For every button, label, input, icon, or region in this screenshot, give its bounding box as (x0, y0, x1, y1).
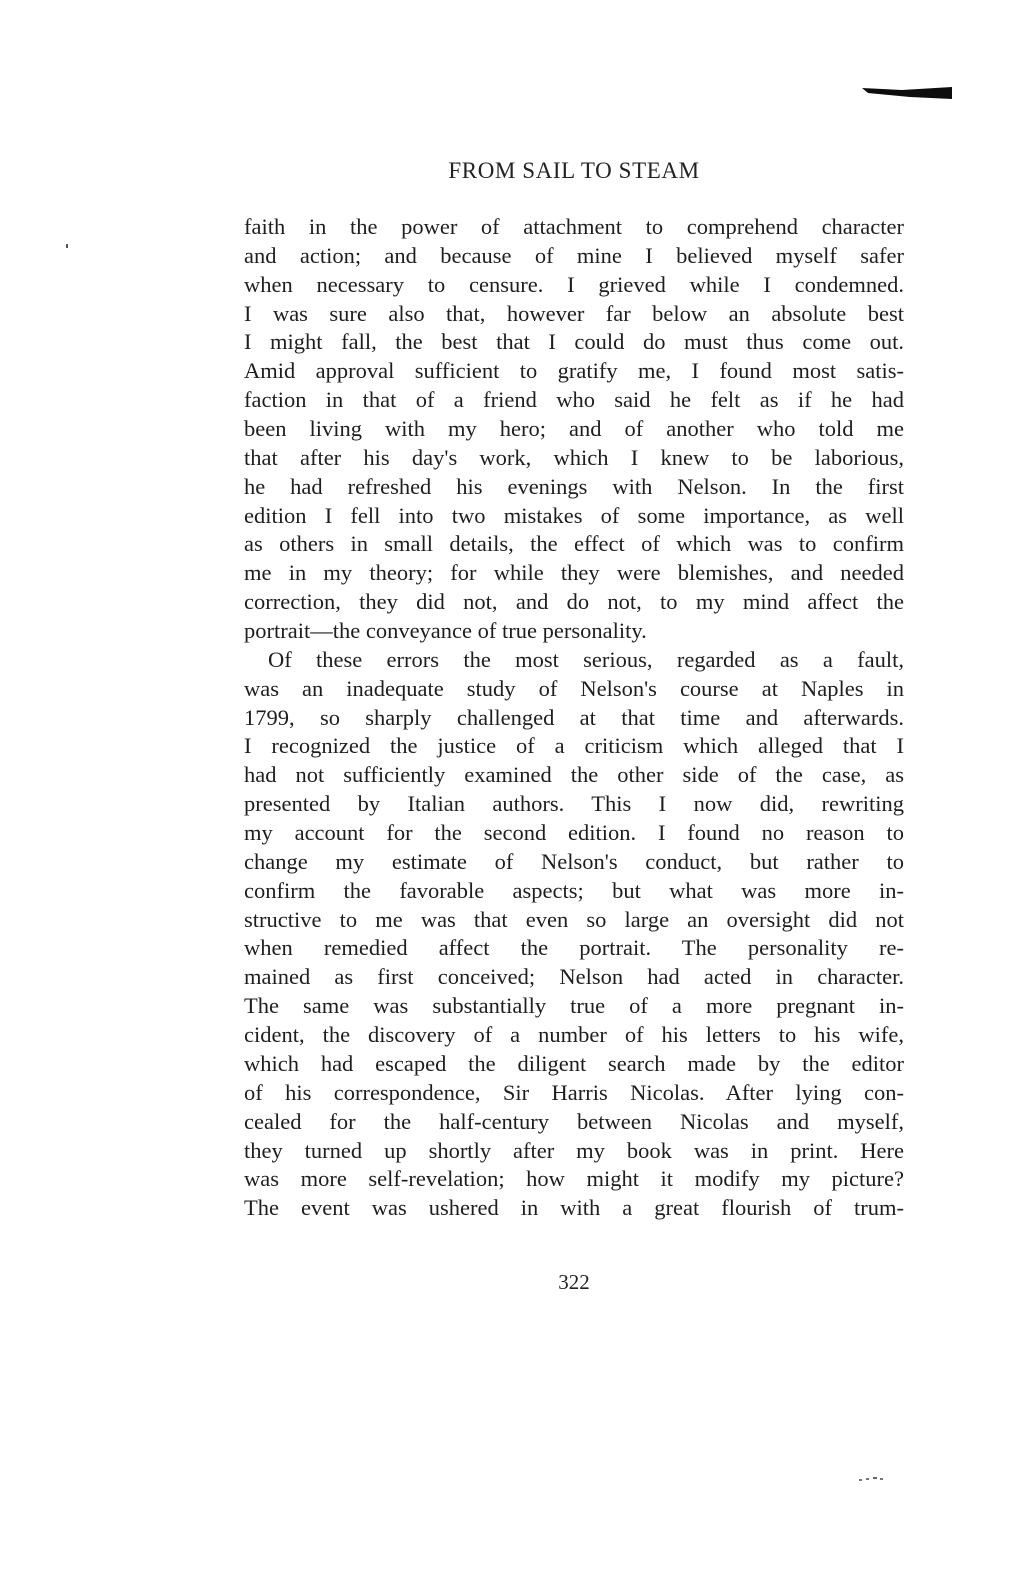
text-line: 1799, so sharply challenged at that time and afterwards. (244, 704, 904, 730)
text-line: cealed for the half-century between Nicolas and myself, (244, 1108, 904, 1134)
text-line: portrait—the conveyance of true personality. (244, 618, 647, 644)
text-line: faction in that of a friend who said he felt as if he had (244, 387, 904, 413)
scan-edge-mark (862, 84, 952, 100)
text-line: of his correspondence, Sir Harris Nicolas. After lying con- (244, 1079, 904, 1105)
text-line: my account for the second edition. I found no reason to (244, 820, 904, 846)
text-line: I was sure also that, however far below an absolute best (244, 300, 904, 326)
text-line: when remedied affect the portrait. The personality re- (244, 935, 904, 961)
body-text (244, 213, 904, 1223)
text-line: me in my theory; for while they were blemishes, and needed (244, 560, 904, 586)
text-line: change my estimate of Nelson's conduct, but rather to (244, 848, 904, 874)
text-line: as others in small details, the effect of which was to confirm (244, 531, 904, 557)
text-line: The same was substantially true of a more pregnant in- (244, 993, 904, 1019)
text-line: cident, the discovery of a number of his letters to his wife, (244, 1022, 904, 1048)
text-line: Amid approval sufficient to gratify me, I found most satis- (244, 358, 904, 384)
text-line: Of these errors the most serious, regarded as a fault, (268, 646, 904, 672)
text-line: was more self-revelation; how might it modify my picture? (244, 1166, 904, 1192)
text-line: and action; and because of mine I believed myself safer (244, 242, 904, 268)
page-number: 322 (558, 1270, 590, 1294)
text-line: they turned up shortly after my book was in print. Here (244, 1137, 904, 1163)
text-line: which had escaped the diligent search made by the editor (244, 1050, 904, 1076)
page-header: FROM SAIL TO STEAM (448, 158, 700, 183)
text-line: edition I fell into two mistakes of some importance, as well (244, 502, 904, 528)
text-line: had not sufficiently examined the other side of the case, as (244, 762, 904, 788)
text-line: when necessary to censure. I grieved while I condemned. (244, 271, 904, 297)
text-line: correction, they did not, and do not, to my mind affect the (244, 589, 904, 615)
text-line: mained as first conceived; Nelson had acted in character. (244, 964, 904, 990)
text-line: structive to me was that even so large an oversight did not (244, 906, 904, 932)
text-line: I might fall, the best that I could do must thus come out. (244, 329, 904, 355)
text-line: The event was ushered in with a great flourish of trum- (244, 1195, 904, 1221)
text-line: I recognized the justice of a criticism which alleged that I (244, 733, 904, 759)
text-line: he had refreshed his evenings with Nelson. In the first (244, 473, 904, 499)
text-line: that after his day's work, which I knew to be laborious, (244, 444, 904, 470)
scan-specks (858, 1470, 888, 1478)
text-line: was an inadequate study of Nelson's course at Naples in (244, 675, 904, 701)
stray-mark (66, 244, 68, 248)
text-line: confirm the favorable aspects; but what was more in- (244, 877, 904, 903)
text-line: been living with my hero; and of another who told me (244, 416, 904, 442)
text-line: faith in the power of attachment to comprehend character (244, 214, 904, 239)
text-line: presented by Italian authors. This I now did, rewriting (244, 791, 904, 817)
